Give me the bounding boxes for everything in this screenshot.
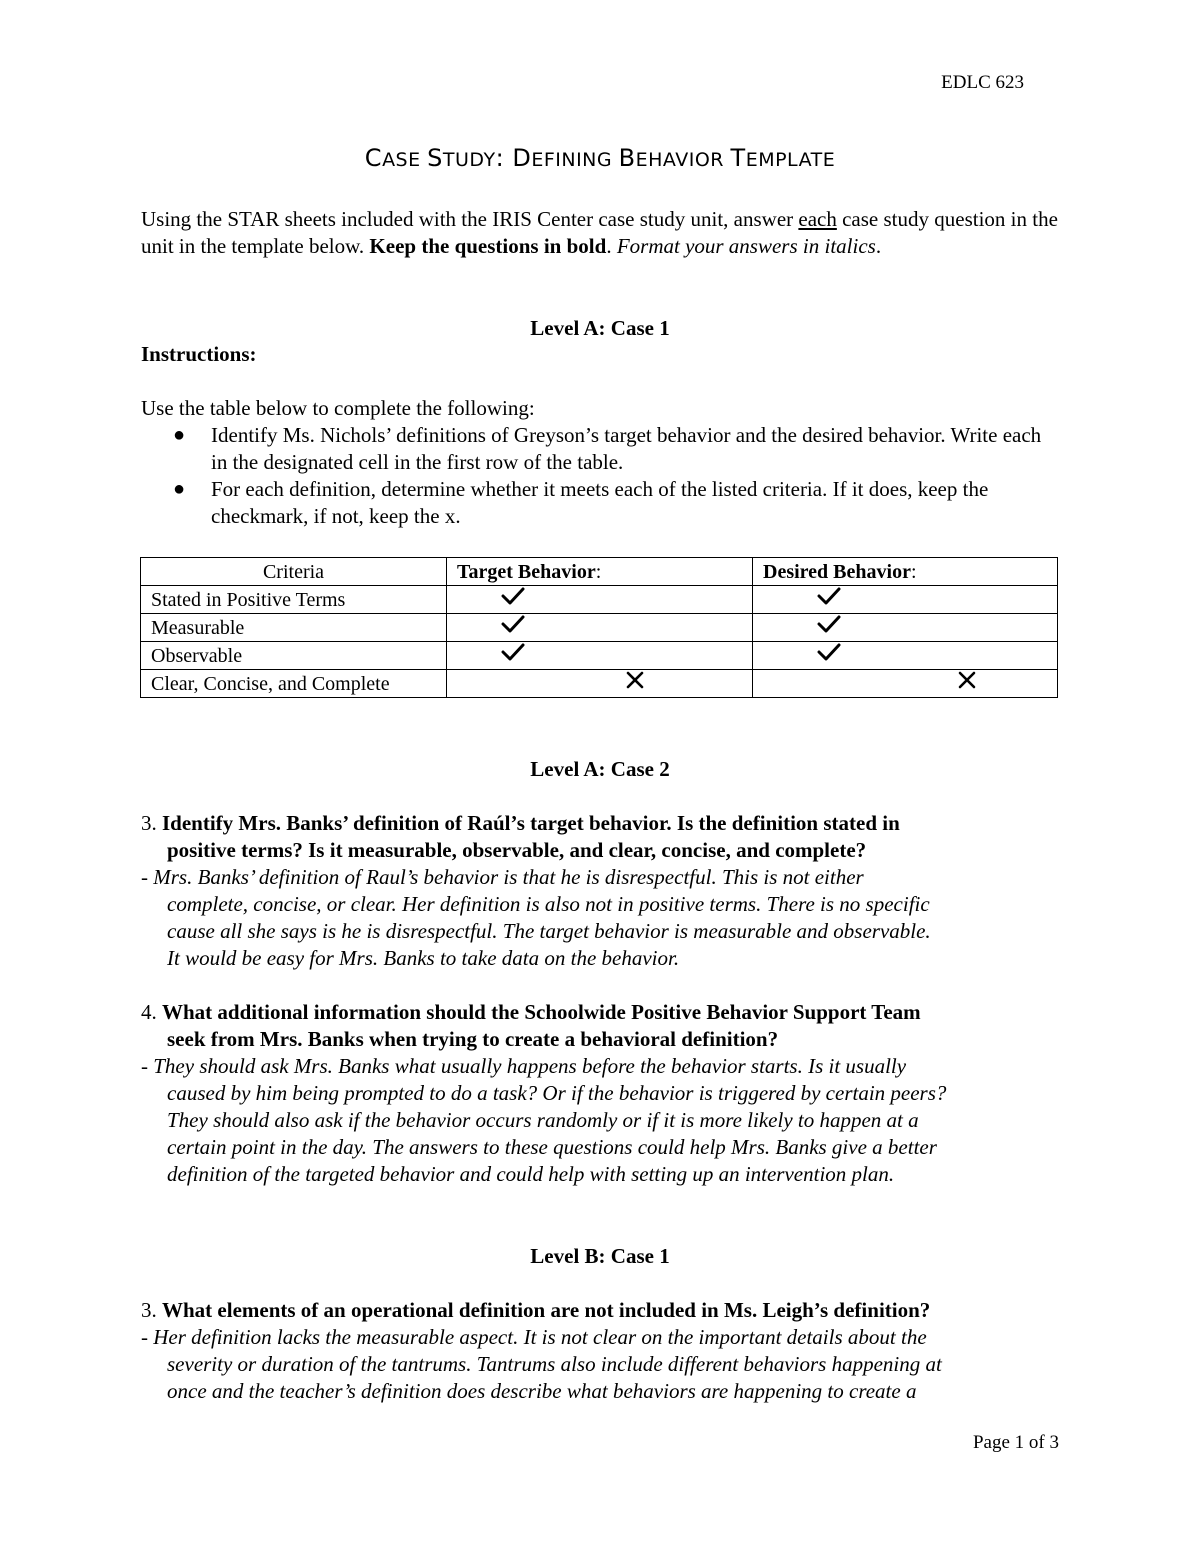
x-mark-icon bbox=[957, 670, 977, 697]
table-header-row bbox=[141, 558, 1058, 586]
bullet-icon: ● bbox=[173, 424, 186, 446]
instruction-bullet-1: ● Identify Ms. Nichols’ definitions of Greyson’s target behavior and the desired behavior. Write each in the designated cell in the first row of the table. bbox=[173, 423, 1042, 474]
checkmark-icon bbox=[817, 614, 841, 641]
row-label: Measurable bbox=[141, 614, 447, 642]
row-label: Stated in Positive Terms bbox=[141, 586, 447, 614]
intro-paragraph: Using the STAR sheets included with the IRIS Center case study unit, answer each case study question in the unit in the template below. Keep the questions in bold. Format your answers in italics. bbox=[141, 207, 1058, 258]
header-target[interactable]: Target Behavior: bbox=[447, 558, 753, 586]
table-row bbox=[141, 642, 1058, 670]
desired-cell bbox=[753, 614, 1058, 642]
page-title: CASE STUDY: DEFINING BEHAVIOR TEMPLATE bbox=[364, 144, 836, 172]
table-row bbox=[141, 670, 1058, 698]
level-b-case-1-heading: Level B: Case 1 bbox=[530, 1244, 670, 1268]
table-row bbox=[141, 586, 1058, 614]
intro-italic: Format your answers in italics bbox=[616, 234, 876, 258]
answer-4: - They should ask Mrs. Banks what usually happens before the behavior starts. Is it usually bbox=[141, 1054, 907, 1078]
target-cell bbox=[447, 670, 753, 698]
instruction-list bbox=[141, 422, 1061, 530]
answer-3: - Mrs. Banks’ definition of Raul’s behavior is that he is disrespectful. This is not either bbox=[141, 865, 864, 889]
table-row bbox=[141, 614, 1058, 642]
answer-b3: - Her definition lacks the measurable aspect. It is not clear on the important details about the bbox=[141, 1325, 927, 1349]
target-cell bbox=[447, 586, 753, 614]
desired-cell bbox=[753, 670, 1058, 698]
checkmark-icon bbox=[501, 586, 525, 613]
desired-cell bbox=[753, 642, 1058, 670]
level-a-case-1-heading: Level A: Case 1 bbox=[530, 316, 670, 340]
checkmark-icon bbox=[501, 642, 525, 669]
intro-bold: Keep the questions in bold bbox=[369, 234, 607, 258]
level-a2-question-3: 3. Identify Mrs. Banks’ definition of Raúl’s target behavior. Is the definition stated in positive terms? Is it measurable, observable, and clear, concise, and complete? - Mrs. Banks’ definition of Raul’s behavior is that he is disrespectful. This is not either complete, concise, or clear. Her definition is also not in positive terms. There is no specific cause all she says is he is disrespectful. The target behavior is measurable and observable. It would be easy for Mrs. Banks to take data on the behavior. bbox=[141, 810, 1061, 972]
level-a-case-2-heading: Level A: Case 2 bbox=[530, 757, 670, 781]
checkmark-icon bbox=[501, 614, 525, 641]
header-course: EDLC 623 bbox=[941, 72, 1024, 93]
header-desired[interactable]: Desired Behavior: bbox=[753, 558, 1058, 586]
use-table-text: Use the table below to complete the following: bbox=[141, 396, 535, 420]
page-number: Page 1 of 3 bbox=[972, 1432, 1059, 1453]
level-b1-question-3: 3. What elements of an operational definition are not included in Ms. Leigh’s definition? - Her definition lacks the measurable aspect. It is not clear on the important details about the severity or duration of the tantrums. Tantrums also include different behaviors happening at once and the teacher’s definition does describe what behaviors are happening to create a bbox=[141, 1297, 1061, 1405]
instructions-label: Instructions: bbox=[141, 342, 257, 366]
header-criteria: Criteria bbox=[141, 558, 447, 586]
criteria-table bbox=[140, 557, 1058, 698]
target-cell bbox=[447, 642, 753, 670]
x-mark-icon bbox=[625, 670, 645, 697]
desired-cell bbox=[753, 586, 1058, 614]
level-a2-question-4: 4. What additional information should the Schoolwide Positive Behavior Support Team seek from Mrs. Banks when trying to create a behavioral definition? - They should ask Mrs. Banks what usually happens before the behavior starts. Is it usually caused by him being prompted to do a task? Or if the behavior is triggered by certain peers? They should also ask if the behavior occurs randomly or if it is more likely to happen at a certain point in the day. The answers to these questions could help Mrs. Banks give a better definition of the targeted behavior and could help with setting up an intervention plan. bbox=[141, 999, 1061, 1188]
row-label: Clear, Concise, and Complete bbox=[141, 670, 447, 698]
instruction-bullet-2: ● For each definition, determine whether it meets each of the listed criteria. If it does, keep the checkmark, if not, keep the x. bbox=[173, 477, 989, 528]
row-label: Observable bbox=[141, 642, 447, 670]
bullet-icon: ● bbox=[173, 478, 186, 500]
checkmark-icon bbox=[817, 586, 841, 613]
each-underlined: each bbox=[798, 207, 837, 231]
target-cell bbox=[447, 614, 753, 642]
checkmark-icon bbox=[817, 642, 841, 669]
